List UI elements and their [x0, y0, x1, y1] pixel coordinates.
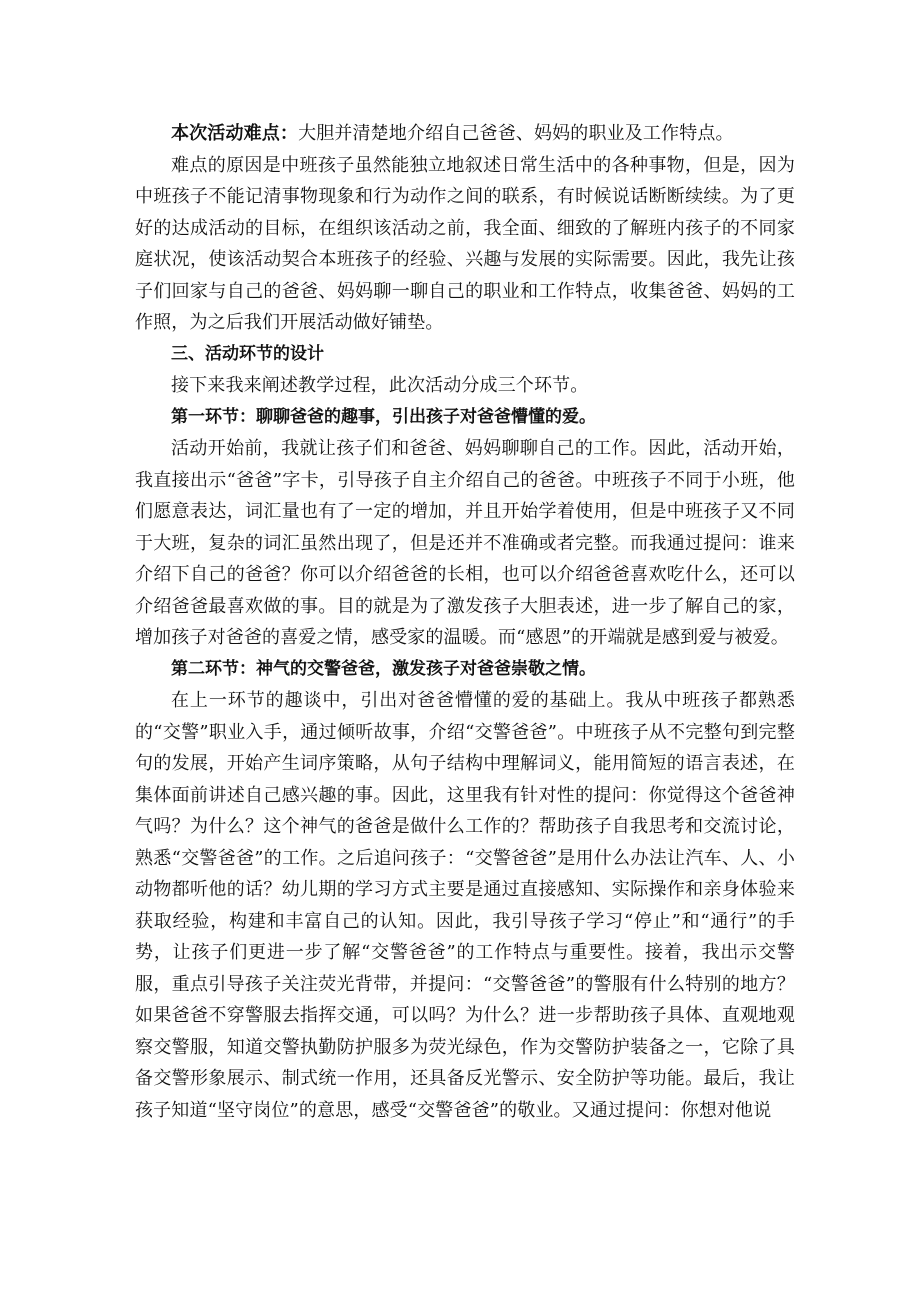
difficulty-paragraph: [135, 118, 795, 150]
step-2-heading: 第二环节：神气的交警爸爸，激发孩子对爸爸崇敬之情。: [171, 658, 596, 679]
section-3-intro: 接下来我来阐述教学过程，此次活动分成三个环节。: [171, 375, 589, 396]
reason-paragraph: 难点的原因是中班孩子虽然能独立地叙述日常生活中的各种事物，但是，因为中班孩子不能记清事物现象和行为动作之间的联系，有时候说话断断续续。为了更好的达成活动的目标，在组织该活动之前，我全面、细致的了解班内孩子的不同家庭状况，使该活动契合本班孩子的经验、兴趣与发展的实际需要。因此，我先让孩子们回家与自己的爸爸、妈妈聊一聊自己的职业和工作特点，收集爸爸、妈妈的工作照，为之后我们开展活动做好铺垫。: [135, 154, 795, 333]
step-2-paragraph: 在上一环节的趣谈中，引出对爸爸懵懂的爱的基础上。我从中班孩子都熟悉的“交警”职业入手，通过倾听故事，介绍“交警爸爸”。中班孩子从不完整句到完整句的发展，开始产生词序策略，从句子结构中理解词义，能用简短的语言表述，在集体面前讲述自己感兴趣的事。因此，这里我有针对性的提问：你觉得这个爸爸神气吗？为什么？这个神气的爸爸是做什么工作的？帮助孩子自我思考和交流讨论，熟悉“交警爸爸”的工作。之后追问孩子：“交警爸爸”是用什么办法让汽车、人、小动物都听他的话？幼儿期的学习方式主要是通过直接感知、实际操作和亲身体验来获取经验，构建和丰富自己的认知。因此，我引导孩子学习“停止”和“通行”的手势，让孩子们更进一步了解“交警爸爸”的工作特点与重要性。接着，我出示交警服，重点引导孩子关注荧光背带，并提问：“交警爸爸”的警服有什么特别的地方？如果爸爸不穿警服去指挥交通，可以吗？为什么？进一步帮助孩子具体、直观地观察交警服，知道交警执勤防护服多为荧光绿色，作为交警防护装备之一，它除了具备交警形象展示、制式统一作用，还具备反光警示、安全防护等功能。最后，我让孩子知道“坚守岗位”的意思，感受“交警爸爸”的敬业。又通过提问：你想对他说: [135, 690, 795, 1121]
difficulty-text: 大胆并清楚地介绍自己爸爸、妈妈的职业及工作特点。: [298, 123, 734, 144]
step-1-paragraph: 活动开始前，我就让孩子们和爸爸、妈妈聊聊自己的工作。因此，活动开始，我直接出示“爸爸”字卡，引导孩子自主介绍自己的爸爸。中班孩子不同于小班，他们愿意表达，词汇量也有了一定的增加，并且开始学着使用，但是中班孩子又不同于大班，复杂的词汇虽然出现了，但是还并不准确或者完整。而我通过提问：谁来介绍下自己的爸爸？你可以介绍爸爸的长相，也可以介绍爸爸喜欢吃什么，还可以介绍爸爸最喜欢做的事。目的就是为了激发孩子大胆表述，进一步了解自己的家，增加孩子对爸爸的喜爱之情，感受家的温暖。而“感恩”的开端就是感到爱与被爱。: [135, 438, 795, 648]
document-body: [135, 118, 795, 1126]
difficulty-label: 本次活动难点：: [171, 123, 299, 144]
section-3-heading: 三、活动环节的设计: [171, 343, 324, 364]
step-1-heading: 第一环节：聊聊爸爸的趣事，引出孩子对爸爸懵懂的爱。: [171, 406, 596, 427]
